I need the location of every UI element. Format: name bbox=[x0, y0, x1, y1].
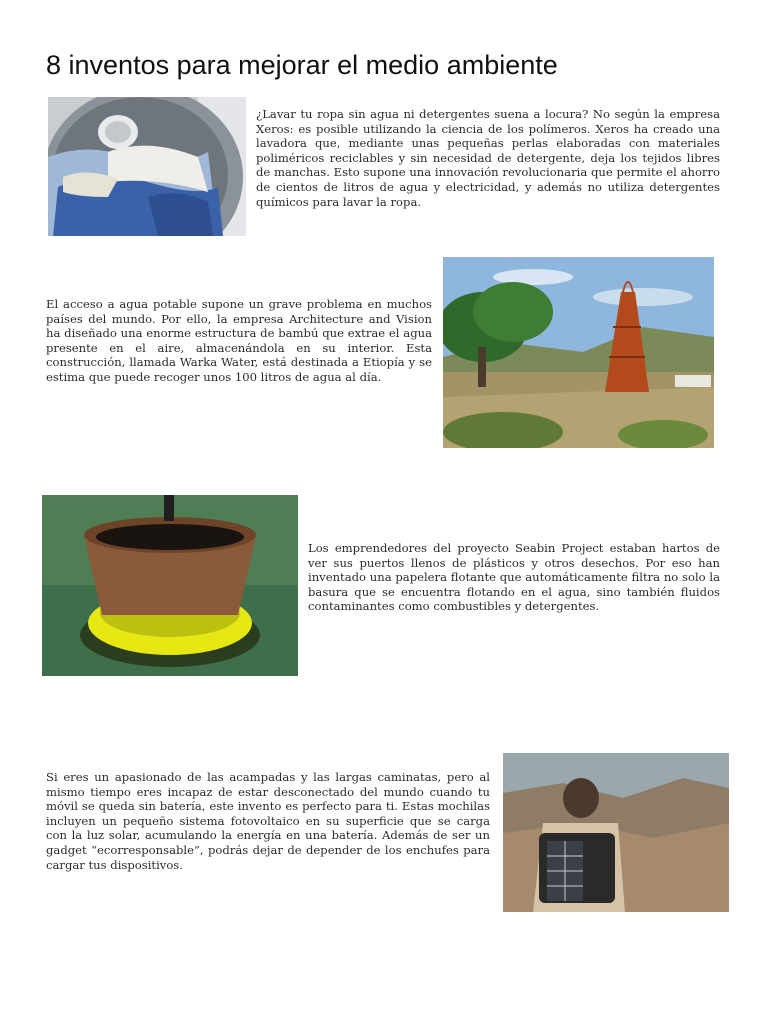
solar-backpack-photo bbox=[503, 753, 729, 912]
warka-water-photo bbox=[443, 257, 714, 448]
invention-4-text: Si eres un apasionado de las acampadas y las largas caminatas, pero al mismo tiempo eres incapaz de estar desconectado del mundo cuando tu móvil se queda sin batería, este invento es perfecto para ti. Estas mochilas incluyen un pequeño sistema fotovoltaico en su superficie que se carga con la luz solar, acumulando la energía en una batería. Además de ser un gadget “ecorresponsable”, podrás dejar de depender de los enchufes para cargar tus dispositivos. bbox=[46, 770, 490, 872]
invention-3-text: Los emprendedores del proyecto Seabin Project estaban hartos de ver sus puertos llenos de plásticos y otros desechos. Por eso han inventado una papelera flotante que automáticamente filtra no solo la basura que se encuentra flotando en el agua, sino también fluidos contaminantes como combustibles y detergentes. bbox=[308, 541, 720, 614]
page-title: 8 inventos para mejorar el medio ambiente bbox=[46, 50, 558, 80]
invention-2-text: El acceso a agua potable supone un grave problema en muchos países del mundo. Por ello, la empresa Architecture and Vision ha diseñado una enorme estructura de bambú que extrae el agua presente en el aire, almacenándola en su interior. Esta construcción, llamada Warka Water, está destinada a Etiopía y se estima que puede recoger unos 100 litros de agua al día. bbox=[46, 297, 432, 384]
seabin-photo bbox=[42, 495, 298, 676]
invention-1-text: ¿Lavar tu ropa sin agua ni detergentes suena a locura? No según la empresa Xeros: es posible utilizando la ciencia de los polímeros. Xeros ha creado una lavadora que, mediante unas pequeñas perlas elaboradas con materiales poliméricos reciclables y sin necesidad de detergente, deja los tejidos libres de manchas. Esto supone una innovación revolucionaria que permite el ahorro de cientos de litros de agua y electricidad, y además no utiliza detergentes químicos para lavar la ropa. bbox=[256, 107, 720, 209]
washing-machine-photo bbox=[48, 97, 246, 236]
